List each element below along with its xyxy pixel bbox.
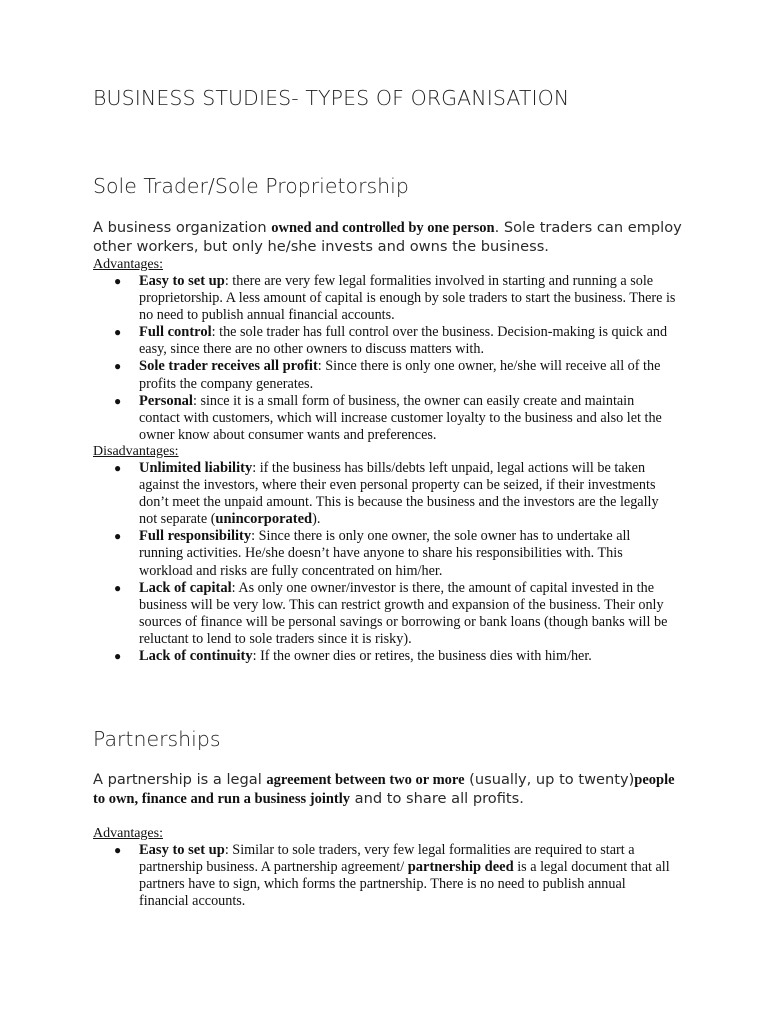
item-term: Full responsibility: [139, 528, 252, 545]
list-item: [93, 528, 678, 579]
item-term: Easy to set up: [139, 273, 225, 289]
item-term: Full control: [139, 324, 212, 341]
item-term: Easy to set up: [139, 842, 225, 858]
intro-bold: agreement between two or more: [266, 772, 465, 788]
intro-text: A partnership is a legal: [93, 771, 267, 788]
list-item: [93, 393, 678, 444]
sole-disadvantages-list: [93, 460, 678, 665]
sole-advantages-label: Advantages:: [93, 257, 163, 272]
intro-text: . Sole traders can employ other workers, but only he/she invests and owns the business.: [93, 219, 682, 255]
bullet-icon: ●: [114, 529, 122, 544]
list-item: [93, 580, 678, 648]
item-bold: partnership deed: [407, 859, 514, 876]
sole-trader-intro: [93, 219, 683, 256]
item-term: Lack of capital: [139, 579, 232, 596]
intro-text: A business organization: [93, 219, 272, 236]
item-text: : If the owner dies or retires, the business dies with him/her.: [252, 648, 592, 665]
intro-bold: owned and controlled by one person: [271, 220, 495, 236]
sole-disadvantages-label: Disadvantages:: [93, 444, 179, 459]
item-bold: unincorporated: [215, 511, 313, 528]
bullet-icon: ●: [114, 359, 122, 374]
list-item: [93, 648, 678, 665]
item-text: ).: [312, 511, 321, 528]
item-text: : As only one owner/investor is there, the amount of capital invested in the business will be very low. This can restrict growth and expansion of the business. Their only sources of finance will be personal savings or borrowing or bank loans (though banks will be reluctant to lend to sole traders since it is risky).: [139, 579, 668, 647]
item-term: Personal: [139, 392, 193, 409]
list-item: [93, 842, 678, 910]
item-term: Lack of continuity: [139, 648, 253, 665]
partnerships-intro: [93, 771, 683, 809]
partnerships-heading: Partnerships: [93, 727, 221, 751]
bullet-icon: ●: [114, 461, 122, 475]
bullet-icon: ●: [114, 325, 122, 340]
sole-trader-heading: Sole Trader/Sole Proprietorship: [93, 174, 409, 198]
item-text: : the sole trader has full control over the business. Decision-making is quick and easy, since there are no other owners to discuss matters with.: [139, 324, 668, 358]
bullet-icon: ●: [114, 580, 122, 595]
item-text: : Similar to sole traders, very few legal formalities are required to start a partnership business. A partnership agreement/: [139, 842, 635, 876]
item-text: : there are very few legal formalities involved in starting and running a sole proprietorship. A less amount of capital is enough by sole traders to start the business. There is no need to publish annual financial accounts.: [139, 273, 676, 324]
item-text: : if the business has bills/debts left unpaid, legal actions will be taken against the investors, where their even personal property can be seized, if their investments don’t meet the unpaid amount. This is because the business and the investors are the legally not separate (: [139, 460, 659, 528]
list-item: [93, 324, 678, 358]
item-text: : Since there is only one owner, the sole owner has to undertake all running activities. He/she doesn’t have anyone to share his responsibilities with. This workload and risks are fully concentrated on him/her.: [139, 528, 631, 579]
item-text: : Since there is only one owner, he/she will receive all of the profits the company generates.: [139, 358, 661, 392]
intro-bold: people to own, finance and run a business jointly: [93, 772, 675, 807]
bullet-icon: ●: [114, 843, 122, 857]
bullet-icon: ●: [114, 649, 122, 664]
document-title: BUSINESS STUDIES- TYPES OF ORGANISATION: [93, 86, 570, 110]
item-text: is a legal document that all partners have to sign, which forms the partnership. There is no need to publish annual financial accounts.: [139, 859, 670, 910]
list-item: [93, 358, 678, 392]
intro-text: and to share all profits.: [350, 789, 524, 807]
partnership-advantages-label: Advantages:: [93, 826, 163, 841]
bullet-icon: ●: [114, 274, 122, 288]
item-term: Unlimited liability: [139, 460, 253, 476]
intro-text: (usually, up to twenty): [464, 771, 635, 788]
list-item: [93, 273, 678, 324]
partnership-advantages-list: [93, 842, 678, 910]
item-text: : since it is a small form of business, the owner can easily create and maintain contact with customers, which will increase customer loyalty to the business and also let the owner know about consumer wants and preferences.: [139, 392, 662, 443]
list-item: [93, 460, 678, 528]
item-term: Sole trader receives all profit: [139, 358, 318, 375]
sole-advantages-list: [93, 273, 678, 444]
bullet-icon: ●: [114, 393, 122, 408]
